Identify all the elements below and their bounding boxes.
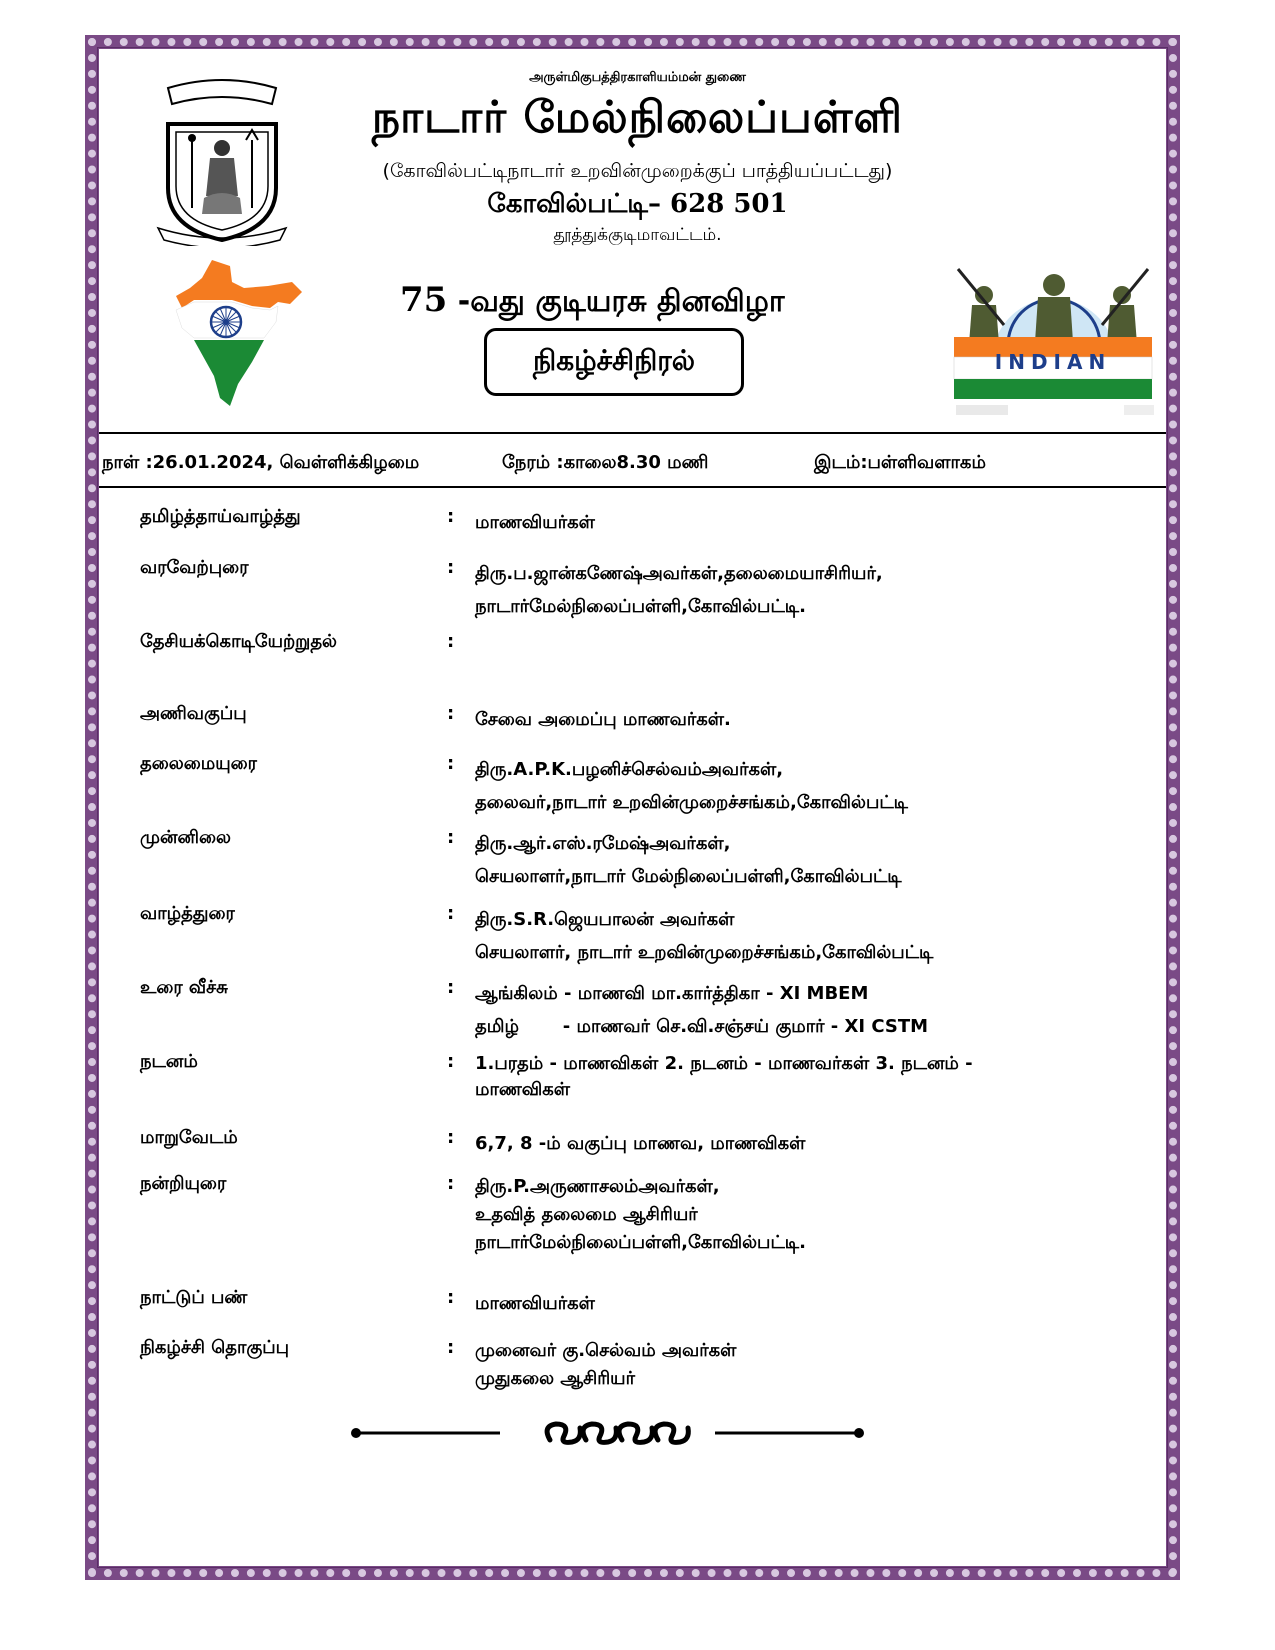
item-colon: : bbox=[447, 1287, 455, 1308]
india-map-icon bbox=[172, 258, 304, 408]
item-label: உரை வீச்சு bbox=[140, 977, 228, 998]
divider-top bbox=[99, 432, 1166, 434]
footer-ornament-icon bbox=[350, 1418, 865, 1448]
item-detail: செயலாளர்,நாடார் மேல்நிலைப்பள்ளி,கோவில்பட்டி bbox=[475, 866, 902, 887]
event-title bbox=[400, 280, 880, 323]
item-label: நன்றியுரை bbox=[140, 1173, 227, 1194]
item-label: நடனம் bbox=[140, 1051, 198, 1072]
item-colon: : bbox=[447, 1127, 455, 1148]
item-label: நிகழ்ச்சி தொகுப்பு bbox=[140, 1337, 290, 1358]
banner-text: INDIAN bbox=[994, 350, 1112, 374]
school-town: கோவில்பட்டி– 628 501 bbox=[487, 189, 788, 219]
item-detail: மாணவியர்கள் bbox=[475, 512, 595, 533]
item-colon: : bbox=[447, 903, 455, 924]
item-colon: : bbox=[447, 703, 455, 724]
item-detail: திரு.A.P.K.பழனிச்செல்வம்அவர்கள், bbox=[475, 759, 784, 780]
item-detail: ஆங்கிலம் - மாணவி மா.கார்த்திகா - XI MBEM bbox=[475, 983, 869, 1004]
school-district: தூத்துக்குடிமாவட்டம். bbox=[553, 225, 722, 245]
event-time: நேரம் :காலை8.30 மணி bbox=[502, 452, 709, 473]
item-label: வரவேற்புரை bbox=[140, 557, 249, 578]
item-label: மாறுவேடம் bbox=[140, 1127, 238, 1148]
item-detail: நாடார்மேல்நிலைப்பள்ளி,கோவில்பட்டி. bbox=[475, 596, 806, 617]
item-colon: : bbox=[447, 506, 455, 527]
item-label: தேசியக்கொடியேற்றுதல் bbox=[140, 631, 337, 652]
item-colon: : bbox=[447, 977, 455, 998]
item-label: வாழ்த்துரை bbox=[140, 903, 235, 924]
item-detail: 6,7, 8 -ம் வகுப்பு மாணவ, மாணவிகள் bbox=[475, 1133, 806, 1154]
item-detail: திரு.ப.ஜான்கணேஷ்அவர்கள்,தலைமையாசிரியர், bbox=[475, 563, 883, 584]
program-heading: நிகழ்ச்சிநிரல் bbox=[484, 328, 744, 396]
item-detail: திரு.P.அருணாசலம்அவர்கள், bbox=[475, 1176, 720, 1197]
event-number: 75 bbox=[400, 280, 448, 320]
item-colon: : bbox=[447, 1051, 455, 1072]
item-detail: மாணவிகள் bbox=[475, 1079, 571, 1100]
item-detail: திரு.ஆர்.எஸ்.ரமேஷ்அவர்கள், bbox=[475, 833, 731, 854]
school-name: நாடார் மேல்நிலைப்பள்ளி bbox=[371, 92, 904, 143]
item-colon: : bbox=[447, 1337, 455, 1358]
item-detail: சேவை அமைப்பு மாணவர்கள். bbox=[475, 709, 731, 730]
item-colon: : bbox=[447, 557, 455, 578]
item-label: நாட்டுப் பண் bbox=[140, 1287, 248, 1308]
item-detail: தலைவர்,நாடார் உறவின்முறைச்சங்கம்,கோவில்பட்டி bbox=[475, 792, 909, 813]
divider-bottom bbox=[99, 486, 1166, 488]
school-subtitle: (கோவில்பட்டிநாடார் உறவின்முறைக்குப் பாத்தியப்பட்டது) bbox=[382, 160, 893, 182]
item-detail: நாடார்மேல்நிலைப்பள்ளி,கோவில்பட்டி. bbox=[475, 1232, 806, 1253]
item-detail: முதுகலை ஆசிரியர் bbox=[475, 1368, 636, 1389]
soldiers-flag-banner bbox=[944, 265, 1162, 417]
event-venue: இடம்:பள்ளிவளாகம் bbox=[814, 452, 986, 473]
item-detail: முனைவர் கு.செல்வம் அவர்கள் bbox=[475, 1340, 737, 1361]
item-detail: 1.பரதம் - மாணவிகள் 2. நடனம் - மாணவர்கள் 3. நடனம் - bbox=[475, 1053, 973, 1074]
item-detail: மாணவியர்கள் bbox=[475, 1293, 595, 1314]
item-detail: செயலாளர், நாடார் உறவின்முறைச்சங்கம்,கோவில்பட்டி bbox=[475, 942, 934, 963]
item-colon: : bbox=[447, 1173, 455, 1194]
blessing-line: அருள்மிகுபத்திரகாளியம்மன் துணை bbox=[529, 70, 746, 85]
item-label: தமிழ்த்தாய்வாழ்த்து bbox=[140, 506, 301, 527]
item-colon: : bbox=[447, 753, 455, 774]
item-detail: திரு.S.R.ஜெயபாலன் அவர்கள் bbox=[475, 909, 735, 930]
item-detail: தமிழ் - மாணவர் செ.வி.சஞ்சய் குமார் - XI CSTM bbox=[475, 1016, 929, 1037]
event-date: நாள் :26.01.2024, வெள்ளிக்கிழமை bbox=[102, 452, 420, 473]
event-title-rest: -வது குடியரசு தினவிழா bbox=[447, 284, 785, 319]
item-label: முன்னிலை bbox=[140, 827, 231, 848]
item-label: அணிவகுப்பு bbox=[140, 703, 247, 724]
item-detail: உதவித் தலைமை ஆசிரியர் bbox=[475, 1204, 698, 1225]
item-colon: : bbox=[447, 631, 455, 652]
item-label: தலைமையுரை bbox=[140, 753, 257, 774]
item-colon: : bbox=[447, 827, 455, 848]
